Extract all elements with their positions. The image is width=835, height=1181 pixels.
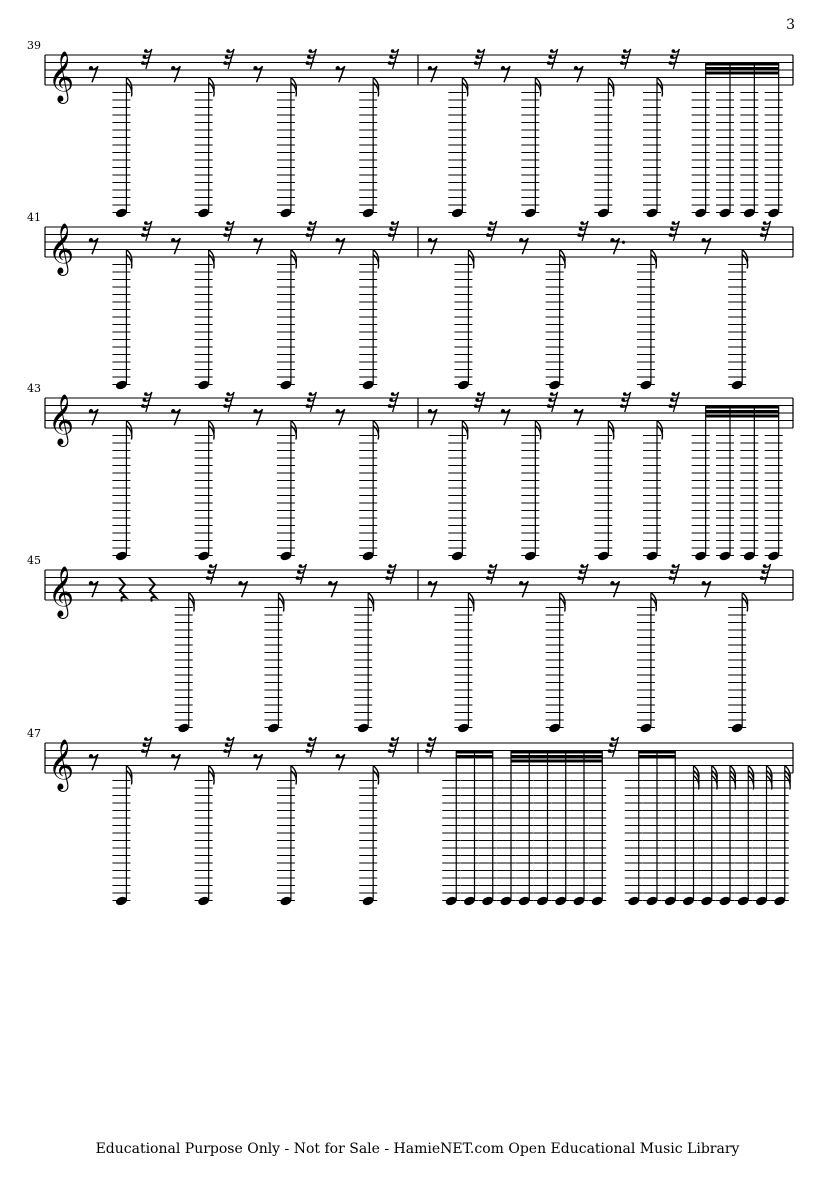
measure-number: 39 <box>27 39 41 52</box>
beam <box>706 72 779 75</box>
beam <box>456 755 493 758</box>
treble-clef: 𝄞 <box>48 566 75 617</box>
treble-clef: 𝄞 <box>48 51 75 102</box>
beam <box>511 755 602 758</box>
beam <box>511 760 602 763</box>
treble-clef: 𝄞 <box>48 394 75 445</box>
staff-system-45 <box>27 554 793 734</box>
quarter-rest <box>119 578 126 602</box>
beam <box>706 63 779 66</box>
beam <box>706 410 779 413</box>
beam <box>639 751 676 754</box>
beam <box>456 751 493 754</box>
staff-system-47 <box>27 727 793 907</box>
beam <box>706 67 779 70</box>
measure-number: 43 <box>27 382 41 395</box>
staff-system-39 <box>27 39 793 219</box>
measure-number: 45 <box>27 554 41 567</box>
beam <box>639 755 676 758</box>
treble-clef: 𝄞 <box>48 223 75 274</box>
beam <box>511 751 602 754</box>
measure-number: 47 <box>27 727 41 740</box>
augmentation-dot <box>622 241 625 244</box>
beam <box>706 406 779 409</box>
measure-number: 41 <box>27 211 41 224</box>
footer-text: Educational Purpose Only - Not for Sale - HamieNET.com Open Educational Music Library <box>95 1141 740 1157</box>
staff-system-43 <box>27 382 793 562</box>
quarter-rest <box>149 578 156 602</box>
staff-system-41 <box>27 211 793 391</box>
page-number: 3 <box>786 17 795 33</box>
treble-clef: 𝄞 <box>48 739 75 790</box>
beam <box>706 415 779 418</box>
